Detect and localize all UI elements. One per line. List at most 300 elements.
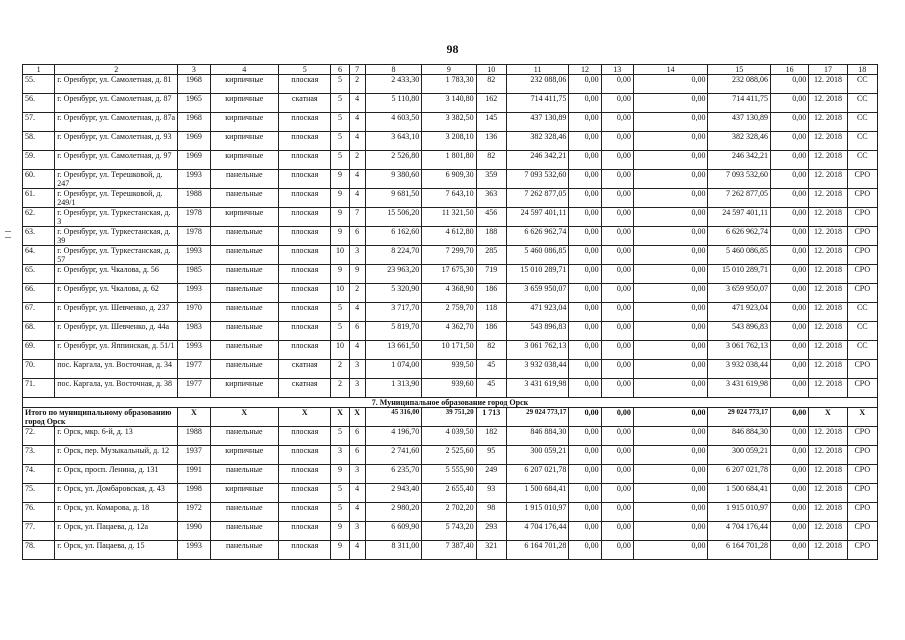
table-row (23, 189, 878, 208)
table-cell: 0,00 (601, 322, 633, 341)
table-cell: 3 717,70 (365, 303, 421, 322)
total-cell: X (210, 408, 279, 427)
table-cell: 2 702,20 (422, 503, 476, 522)
table-cell: 4 (349, 503, 365, 522)
table-cell: СРО (847, 446, 877, 465)
table-cell: 3 (349, 379, 365, 398)
table-cell: 0,00 (601, 151, 633, 170)
table-row (23, 446, 878, 465)
table-cell: 1969 (178, 151, 210, 170)
table-cell: 0,00 (569, 360, 601, 379)
table-cell: панельные (210, 322, 279, 341)
table-cell: 0,00 (601, 284, 633, 303)
table-cell: 5 (331, 94, 349, 113)
table-cell: 8 224,70 (365, 246, 421, 265)
table-cell: 6 (349, 322, 365, 341)
table-cell: СРО (847, 227, 877, 246)
column-number-row (23, 65, 878, 75)
table-cell: плоская (279, 189, 331, 208)
table-cell: 95 (476, 446, 506, 465)
table-cell: 6 (349, 227, 365, 246)
total-cell: 1 713 (476, 408, 506, 427)
table-cell: 0,00 (569, 151, 601, 170)
table-cell: 5 (331, 151, 349, 170)
table-cell: панельные (210, 541, 279, 560)
table-cell: 246 342,21 (506, 151, 569, 170)
table-cell: 1 801,80 (422, 151, 476, 170)
table-cell: 0,00 (569, 227, 601, 246)
total-cell: X (279, 408, 331, 427)
table-cell: 6 (349, 427, 365, 446)
table-cell: 0,00 (601, 303, 633, 322)
table-cell: 0,00 (770, 322, 808, 341)
table-cell: 0,00 (601, 341, 633, 360)
table-cell: 0,00 (569, 132, 601, 151)
table-cell: г. Оренбург, ул. Самолетная, д. 81 (55, 75, 178, 94)
table-cell: 1 074,00 (365, 360, 421, 379)
table-cell: 60. (23, 170, 55, 189)
table-cell: г. Оренбург, ул. Туркестанская, д. 3 (55, 208, 178, 227)
column-number: 4 (210, 65, 279, 75)
table-cell: 0,00 (770, 189, 808, 208)
table-cell: плоская (279, 541, 331, 560)
table-cell: пос. Каргала, ул. Восточная, д. 38 (55, 379, 178, 398)
table-cell: 5 (331, 322, 349, 341)
table-cell: г. Оренбург, ул. Терешковой, д. 249/1 (55, 189, 178, 208)
table-row (23, 227, 878, 246)
table-cell: плоская (279, 484, 331, 503)
table-row (23, 465, 878, 484)
table-cell: СРО (847, 189, 877, 208)
table-cell: кирпичные (210, 75, 279, 94)
table-cell: 6 626 962,74 (506, 227, 569, 246)
table-cell: 1991 (178, 465, 210, 484)
table-cell: 300 059,21 (708, 446, 771, 465)
table-cell: плоская (279, 113, 331, 132)
table-cell: СС (847, 75, 877, 94)
table-cell: скатная (279, 379, 331, 398)
table-cell: 0,00 (770, 113, 808, 132)
table-cell: 0,00 (601, 465, 633, 484)
table-cell: СРО (847, 360, 877, 379)
table-cell: 4 (349, 113, 365, 132)
column-number: 3 (178, 65, 210, 75)
table-cell: 7 262 877,05 (506, 189, 569, 208)
table-cell: 0,00 (770, 151, 808, 170)
table-cell: панельные (210, 265, 279, 284)
table-cell: 3 (349, 246, 365, 265)
table-cell: 12. 2018 (809, 522, 847, 541)
table-cell: 55. (23, 75, 55, 94)
table-cell: 0,00 (633, 113, 708, 132)
table-cell: 0,00 (633, 522, 708, 541)
table-cell: г. Оренбург, ул. Шевченко, д. 237 (55, 303, 178, 322)
table-cell: 93 (476, 484, 506, 503)
table-cell: 543 896,83 (506, 322, 569, 341)
table-cell: 1 915 010,97 (708, 503, 771, 522)
table-cell: 2 (331, 379, 349, 398)
table-cell: г. Оренбург, ул. Самолетная, д. 97 (55, 151, 178, 170)
table-row (23, 208, 878, 227)
table-cell: 1993 (178, 170, 210, 189)
table-cell: г. Оренбург, ул. Терешковой, д. 247 (55, 170, 178, 189)
table-cell: 4 368,90 (422, 284, 476, 303)
table-row (23, 151, 878, 170)
total-cell: 45 316,00 (365, 408, 421, 427)
table-cell: 1983 (178, 322, 210, 341)
table-cell: СРО (847, 484, 877, 503)
table-cell: 63. (23, 227, 55, 246)
table-cell: СРО (847, 465, 877, 484)
table-cell: 0,00 (633, 465, 708, 484)
table-cell: 6 207 021,78 (708, 465, 771, 484)
table-cell: 4 (349, 170, 365, 189)
total-cell: 0,00 (601, 408, 633, 427)
table-cell: г. Оренбург, ул. Самолетная, д. 87а (55, 113, 178, 132)
table-cell: 2 655,40 (422, 484, 476, 503)
table-cell: 0,00 (770, 284, 808, 303)
table-cell: 0,00 (569, 208, 601, 227)
table-cell: 232 088,06 (708, 75, 771, 94)
table-cell: 0,00 (569, 427, 601, 446)
column-number: 13 (601, 65, 633, 75)
table-cell: 0,00 (770, 227, 808, 246)
table-cell: плоская (279, 170, 331, 189)
table-cell: 5 (331, 303, 349, 322)
column-number: 18 (847, 65, 877, 75)
table-cell: 61. (23, 189, 55, 208)
table-cell: СС (847, 151, 877, 170)
table-cell: 3 659 950,07 (506, 284, 569, 303)
table-cell: 0,00 (569, 522, 601, 541)
table-cell: 15 010 289,71 (708, 265, 771, 284)
table-row (23, 484, 878, 503)
table-cell: СРО (847, 522, 877, 541)
table-cell: СРО (847, 246, 877, 265)
table-cell: 3 (349, 360, 365, 379)
table-cell: 714 411,75 (506, 94, 569, 113)
table-cell: 4 (349, 541, 365, 560)
table-cell: 1985 (178, 265, 210, 284)
table-cell: 62. (23, 208, 55, 227)
table-cell: 939,50 (422, 360, 476, 379)
table-cell: 3 382,50 (422, 113, 476, 132)
table-cell: 186 (476, 284, 506, 303)
table-cell: 12. 2018 (809, 303, 847, 322)
table-cell: 5 819,70 (365, 322, 421, 341)
table-cell: 9 380,60 (365, 170, 421, 189)
total-cell: 0,00 (633, 408, 708, 427)
table-cell: 12. 2018 (809, 170, 847, 189)
table-cell: 1 500 684,41 (708, 484, 771, 503)
table-cell: 0,00 (601, 189, 633, 208)
table-cell: 382 328,46 (708, 132, 771, 151)
table-cell: 0,00 (770, 484, 808, 503)
table-cell: 0,00 (569, 265, 601, 284)
table-cell: 0,00 (569, 170, 601, 189)
table-cell: 0,00 (770, 503, 808, 522)
table-cell: плоская (279, 446, 331, 465)
table-cell: 12. 2018 (809, 484, 847, 503)
table-cell: 382 328,46 (506, 132, 569, 151)
table-cell: 0,00 (601, 446, 633, 465)
table-cell: 3 (349, 465, 365, 484)
table-cell: 2 741,60 (365, 446, 421, 465)
table-cell: 3 208,10 (422, 132, 476, 151)
table-cell: 1972 (178, 503, 210, 522)
table-cell: 2 980,20 (365, 503, 421, 522)
table-cell: панельные (210, 360, 279, 379)
table-cell: плоская (279, 522, 331, 541)
table-cell: панельные (210, 303, 279, 322)
column-number: 16 (770, 65, 808, 75)
table-cell: 1 783,30 (422, 75, 476, 94)
table-cell: 0,00 (770, 75, 808, 94)
table-cell: 0,00 (633, 503, 708, 522)
table-cell: 6 164 701,28 (506, 541, 569, 560)
table-cell: 4 (349, 189, 365, 208)
table-cell: 0,00 (601, 265, 633, 284)
table-cell: СС (847, 341, 877, 360)
table-cell: 0,00 (633, 94, 708, 113)
table-cell: 6 235,70 (365, 465, 421, 484)
table-cell: 846 884,30 (506, 427, 569, 446)
table-cell: 1993 (178, 541, 210, 560)
table-cell: 77. (23, 522, 55, 541)
table-cell: 12. 2018 (809, 465, 847, 484)
table-cell: 72. (23, 427, 55, 446)
page-number: 98 (446, 42, 459, 56)
table-cell: панельные (210, 189, 279, 208)
table-cell: 7 (349, 208, 365, 227)
table-cell: 359 (476, 170, 506, 189)
table-cell: СС (847, 94, 877, 113)
table-cell: 9 (349, 265, 365, 284)
table-cell: 0,00 (770, 446, 808, 465)
table-cell: 0,00 (770, 246, 808, 265)
table-cell: 2 525,60 (422, 446, 476, 465)
table-cell: 0,00 (601, 208, 633, 227)
table-cell: 12. 2018 (809, 227, 847, 246)
table-cell: 1990 (178, 522, 210, 541)
table-cell: 145 (476, 113, 506, 132)
table-cell: 0,00 (601, 75, 633, 94)
table-cell: 1993 (178, 246, 210, 265)
table-cell: плоская (279, 75, 331, 94)
table-cell: 12. 2018 (809, 265, 847, 284)
table-cell: 4 362,70 (422, 322, 476, 341)
table-row (23, 379, 878, 398)
table-cell: 0,00 (633, 151, 708, 170)
table-cell: г. Оренбург, ул. Самолетная, д. 87 (55, 94, 178, 113)
table-cell: 0,00 (770, 522, 808, 541)
table-cell: 12. 2018 (809, 341, 847, 360)
table-cell: 12. 2018 (809, 208, 847, 227)
table-cell: 0,00 (633, 227, 708, 246)
table-cell: г. Оренбург, ул. Чкалова, д. 62 (55, 284, 178, 303)
table-cell: 12. 2018 (809, 503, 847, 522)
table-cell: г. Орск, ул. Комарова, д. 18 (55, 503, 178, 522)
table-cell: 6 207 021,78 (506, 465, 569, 484)
table-cell: 0,00 (633, 484, 708, 503)
table-cell: г. Орск, ул. Пацаева, д. 15 (55, 541, 178, 560)
table-cell: панельные (210, 227, 279, 246)
table-cell: СРО (847, 170, 877, 189)
table-cell: кирпичные (210, 113, 279, 132)
column-number: 17 (809, 65, 847, 75)
table-cell: 118 (476, 303, 506, 322)
table-cell: г. Оренбург, ул. Туркестанская, д. 39 (55, 227, 178, 246)
table-cell: 0,00 (569, 246, 601, 265)
table-cell: кирпичные (210, 379, 279, 398)
table-cell: 4 (349, 94, 365, 113)
table-cell: 7 643,10 (422, 189, 476, 208)
table-cell: 67. (23, 303, 55, 322)
column-number: 14 (633, 65, 708, 75)
table-cell: 7 299,70 (422, 246, 476, 265)
table-cell: 9 (331, 541, 349, 560)
table-cell: СРО (847, 379, 877, 398)
table-cell: 0,00 (770, 541, 808, 560)
table-cell: 3 (331, 446, 349, 465)
table-cell: 0,00 (601, 132, 633, 151)
table-row (23, 503, 878, 522)
table-cell: 2 759,70 (422, 303, 476, 322)
table-cell: 3 140,80 (422, 94, 476, 113)
table-cell: СС (847, 303, 877, 322)
table-cell: 471 923,04 (708, 303, 771, 322)
table-cell: 0,00 (633, 189, 708, 208)
table-cell: 0,00 (601, 246, 633, 265)
table-cell: 7 387,40 (422, 541, 476, 560)
table-cell: 0,00 (601, 227, 633, 246)
table-cell: кирпичные (210, 94, 279, 113)
table-cell: 1977 (178, 360, 210, 379)
total-cell: X (331, 408, 349, 427)
table-cell: 136 (476, 132, 506, 151)
table-cell: 0,00 (569, 189, 601, 208)
table-cell: 3 659 950,07 (708, 284, 771, 303)
table-cell: 69. (23, 341, 55, 360)
table-cell: 0,00 (569, 465, 601, 484)
table-cell: 5 (331, 132, 349, 151)
table-cell: 1970 (178, 303, 210, 322)
table-cell: 0,00 (770, 379, 808, 398)
table-cell: 0,00 (770, 341, 808, 360)
table-cell: 12. 2018 (809, 446, 847, 465)
table-cell: 70. (23, 360, 55, 379)
column-number: 2 (55, 65, 178, 75)
table-cell: 7 093 532,60 (708, 170, 771, 189)
table-row (23, 522, 878, 541)
table-row (23, 303, 878, 322)
table-cell: 3 643,10 (365, 132, 421, 151)
table-cell: 0,00 (569, 75, 601, 94)
table-cell: 0,00 (633, 303, 708, 322)
table-cell: 0,00 (569, 484, 601, 503)
table-cell: 23 963,20 (365, 265, 421, 284)
table-cell: 5 320,90 (365, 284, 421, 303)
table-cell: 3 932 038,44 (708, 360, 771, 379)
section-header-row (23, 398, 878, 408)
table-row (23, 75, 878, 94)
table-cell: 9 681,50 (365, 189, 421, 208)
column-number: 12 (569, 65, 601, 75)
table-cell: 82 (476, 75, 506, 94)
table-cell: 10 (331, 284, 349, 303)
table-cell: плоская (279, 427, 331, 446)
table-cell: 0,00 (770, 465, 808, 484)
table-cell: 15 506,20 (365, 208, 421, 227)
table-cell: 66. (23, 284, 55, 303)
column-number: 7 (349, 65, 365, 75)
table-cell: г. Оренбург, ул. Самолетная, д. 93 (55, 132, 178, 151)
table-cell: 17 675,30 (422, 265, 476, 284)
table-cell: 58. (23, 132, 55, 151)
table-cell: 0,00 (569, 113, 601, 132)
table-cell: 12. 2018 (809, 541, 847, 560)
column-number: 15 (708, 65, 771, 75)
table-cell: 437 130,89 (506, 113, 569, 132)
table-cell: 0,00 (601, 170, 633, 189)
table-cell: 1988 (178, 189, 210, 208)
table-cell: 0,00 (633, 170, 708, 189)
total-cell: 39 751,20 (422, 408, 476, 427)
table-cell: 3 431 619,98 (506, 379, 569, 398)
table-row (23, 427, 878, 446)
table-row (23, 322, 878, 341)
section-title: 7. Муниципальное образование город Орск (23, 398, 878, 408)
table-cell: 45 (476, 379, 506, 398)
table-cell: кирпичные (210, 132, 279, 151)
table-cell: плоская (279, 132, 331, 151)
table-cell: СС (847, 113, 877, 132)
table-cell: г. Орск, пер. Музыкальный, д. 12 (55, 446, 178, 465)
table-row (23, 341, 878, 360)
table-cell: СРО (847, 503, 877, 522)
column-number: 11 (506, 65, 569, 75)
total-cell: 29 024 773,17 (708, 408, 771, 427)
table-cell: пос. Каргала, ул. Восточная, д. 34 (55, 360, 178, 379)
table-cell: 3 (349, 522, 365, 541)
column-number: 1 (23, 65, 55, 75)
table-cell: 0,00 (633, 360, 708, 379)
table-cell: 0,00 (601, 360, 633, 379)
table-cell: 1965 (178, 94, 210, 113)
table-cell: СРО (847, 427, 877, 446)
table-cell: 5 460 086,85 (708, 246, 771, 265)
table-cell: 82 (476, 151, 506, 170)
table-cell: 0,00 (569, 284, 601, 303)
table-cell: 0,00 (770, 94, 808, 113)
table-cell: плоская (279, 322, 331, 341)
table-row (23, 360, 878, 379)
table-cell: 12. 2018 (809, 360, 847, 379)
table-cell: 0,00 (770, 427, 808, 446)
table-cell: 1 500 684,41 (506, 484, 569, 503)
table-cell: 24 597 401,11 (506, 208, 569, 227)
column-number: 8 (365, 65, 421, 75)
table-cell: 1978 (178, 227, 210, 246)
table-cell: панельные (210, 427, 279, 446)
table-cell: 0,00 (601, 94, 633, 113)
table-cell: 5 743,20 (422, 522, 476, 541)
table-cell: 3 932 038,44 (506, 360, 569, 379)
table-cell: 4 039,50 (422, 427, 476, 446)
table-cell: 0,00 (633, 75, 708, 94)
table-cell: г. Орск, ул. Пацаева, д. 12а (55, 522, 178, 541)
table-cell: 0,00 (569, 303, 601, 322)
